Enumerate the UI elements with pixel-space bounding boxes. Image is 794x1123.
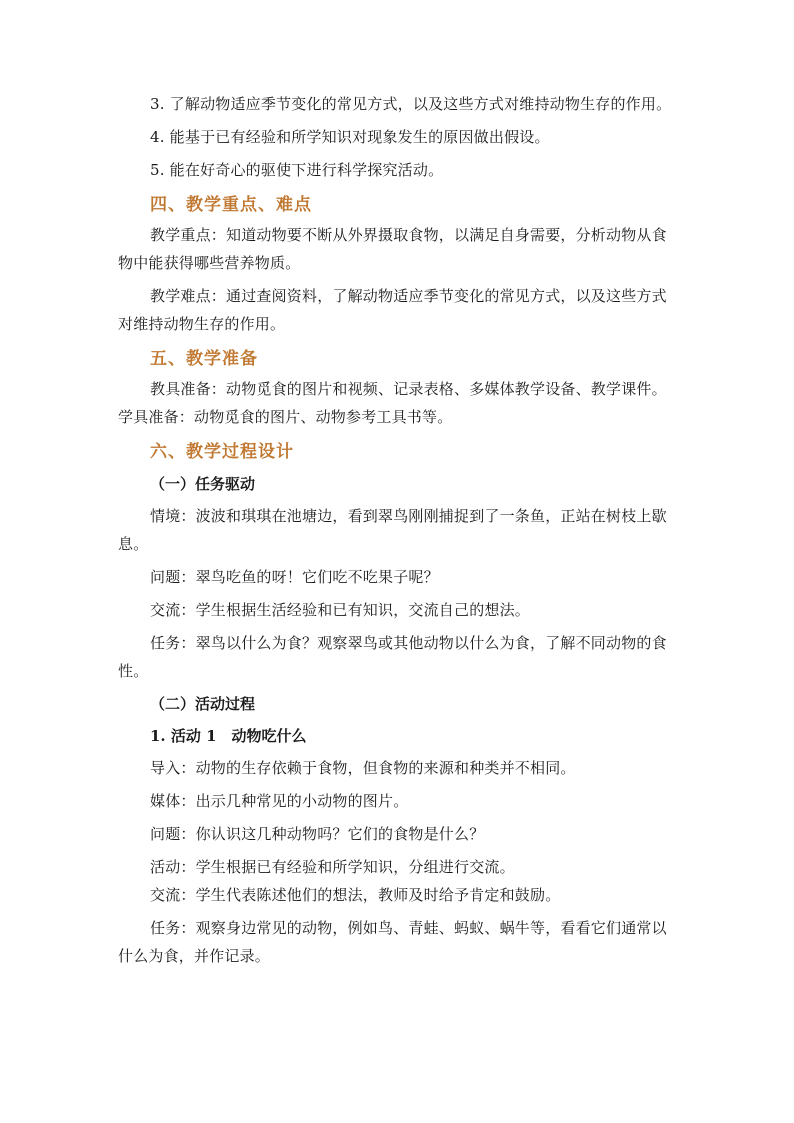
section-heading-process: 六、教学过程设计 bbox=[150, 442, 294, 462]
objective-item-3: 3. 了解动物适应季节变化的常见方式，以及这些方式对维持动物生存的作用。 bbox=[150, 95, 672, 113]
activity-exchange: 交流：学生代表陈述他们的想法，教师及时给予肯定和鼓励。 bbox=[150, 886, 561, 904]
section-heading-preparation: 五、教学准备 bbox=[150, 349, 258, 369]
objective-item-4: 4. 能基于已有经验和所学知识对现象发生的原因做出假设。 bbox=[150, 128, 550, 146]
activity-task: 任务：观察身边常见的动物，例如鸟、青蛙、蚂蚁、蜗牛等，看看它们通常以什么为食，并作记录。 bbox=[118, 919, 667, 965]
teaching-difficulty: 教学难点：通过查阅资料，了解动物适应季节变化的常见方式，以及这些方式对维持动物生存的作用。 bbox=[118, 287, 667, 333]
activity-media: 媒体：出示几种常见的小动物的图片。 bbox=[150, 792, 409, 810]
activity-intro: 导入：动物的生存依赖于食物，但食物的来源和种类并不相同。 bbox=[150, 759, 576, 777]
teaching-preparation: 教具准备：动物觅食的图片和视频、记录表格、多媒体教学设备、教学课件。学具准备：动物觅食的图片、动物参考工具书等。 bbox=[118, 380, 667, 426]
task-drive-situation: 情境：波波和琪琪在池塘边，看到翠鸟刚刚捕捉到了一条鱼，正站在树枝上歇息。 bbox=[118, 507, 667, 553]
teaching-focus: 教学重点：知道动物要不断从外界摄取食物，以满足自身需要，分析动物从食物中能获得哪些营养物质。 bbox=[118, 226, 667, 272]
document-body bbox=[118, 90, 680, 975]
task-drive-exchange: 交流：学生根据生活经验和已有知识，交流自己的想法。 bbox=[150, 601, 531, 619]
subheading-task-drive: （一）任务驱动 bbox=[150, 475, 256, 493]
activity-1-title: 1. 活动 1 动物吃什么 bbox=[150, 727, 307, 745]
subheading-activity-process: （二）活动过程 bbox=[150, 695, 256, 713]
objective-item-5: 5. 能在好奇心的驱使下进行科学探究活动。 bbox=[150, 161, 444, 179]
task-drive-question: 问题：翠鸟吃鱼的呀！它们吃不吃果子呢？ bbox=[150, 568, 439, 586]
activity-question: 问题：你认识这几种动物吗？它们的食物是什么？ bbox=[150, 825, 485, 843]
section-heading-key-points: 四、教学重点、难点 bbox=[150, 195, 312, 215]
activity-activity: 活动：学生根据已有经验和所学知识，分组进行交流。 bbox=[150, 858, 515, 876]
task-drive-task: 任务：翠鸟以什么为食？观察翠鸟或其他动物以什么为食，了解不同动物的食性。 bbox=[118, 634, 667, 680]
